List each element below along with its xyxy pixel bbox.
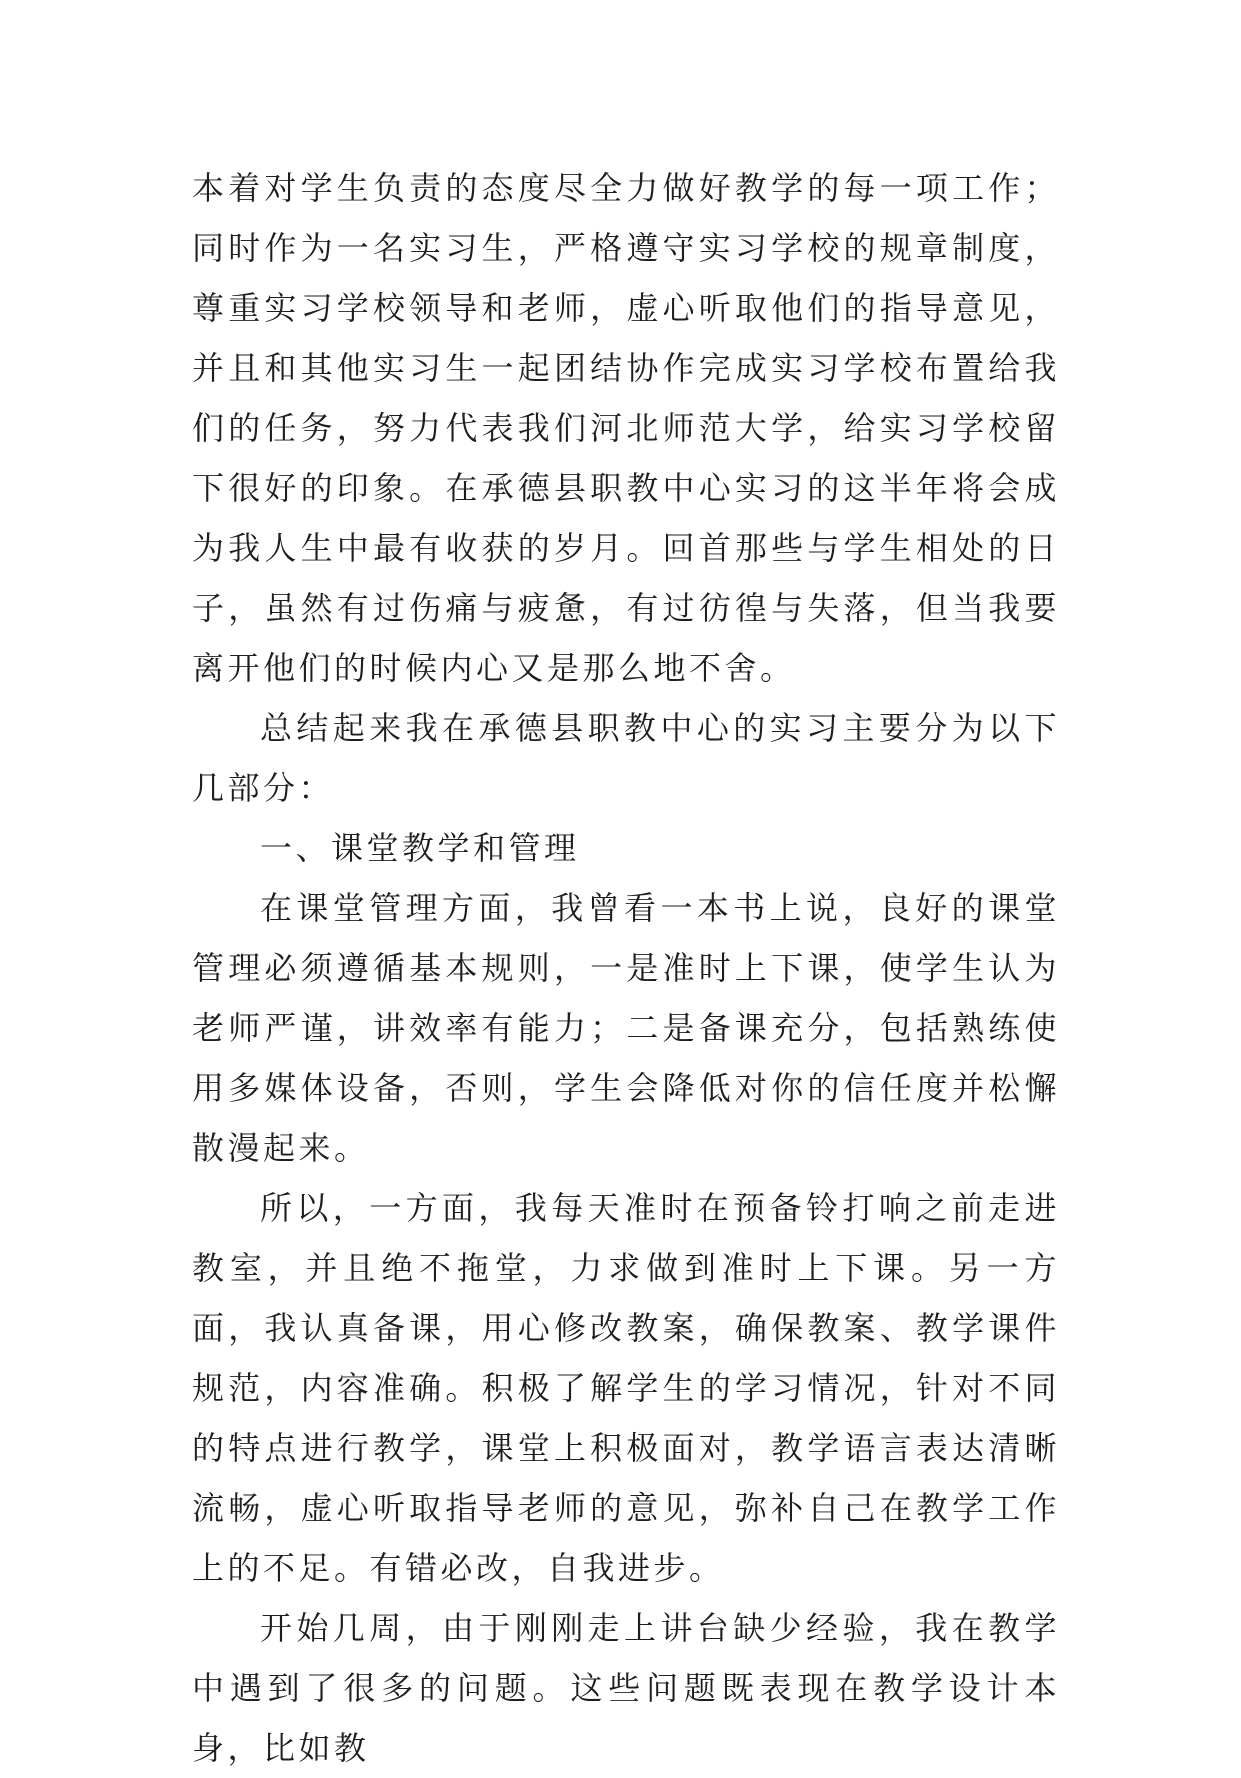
document-body [192,158,1060,1778]
paragraph-early-weeks: 开始几周，由于刚刚走上讲台缺少经验，我在教学中遇到了很多的问题。这些问题既表现在教学设计本身，比如教 [192,1609,1060,1767]
paragraph-classroom-management: 在课堂管理方面，我曾看一本书上说，良好的课堂管理必须遵循基本规则，一是准时上下课，使学生认为老师严谨，讲效率有能力；二是备课充分，包括熟练使用多媒体设备，否则，学生会降低对你的信任度并松懈散漫起来。 [192,889,1060,1167]
paragraph-punctuality-preparation: 所以，一方面，我每天准时在预备铃打响之前走进教室，并且绝不拖堂，力求做到准时上下课。另一方面，我认真备课，用心修改教案，确保教案、教学课件规范，内容准确。积极了解学生的学习情况，针对不同的特点进行教学，课堂上积极面对，教学语言表达清晰流畅，虚心听取指导老师的意见，弥补自己在教学工作上的不足。有错必改，自我进步。 [192,1189,1060,1587]
paragraph-responsibility: 本着对学生负责的态度尽全力做好教学的每一项工作；同时作为一名实习生，严格遵守实习学校的规章制度，尊重实习学校领导和老师，虚心听取他们的指导意见，并且和其他实习生一起团结协作完成实习学校布置给我们的任务，努力代表我们河北师范大学，给实习学校留下很好的印象。在承德县职教中心实习的这半年将会成为我人生中最有收获的岁月。回首那些与学生相处的日子，虽然有过伤痛与疲惫，有过彷徨与失落，但当我要离开他们的时候内心又是那么地不舍。 [192,169,1060,687]
paragraph-summary-intro: 总结起来我在承德县职教中心的实习主要分为以下几部分： [192,709,1060,807]
section-heading-classroom: 一、课堂教学和管理 [260,829,580,867]
